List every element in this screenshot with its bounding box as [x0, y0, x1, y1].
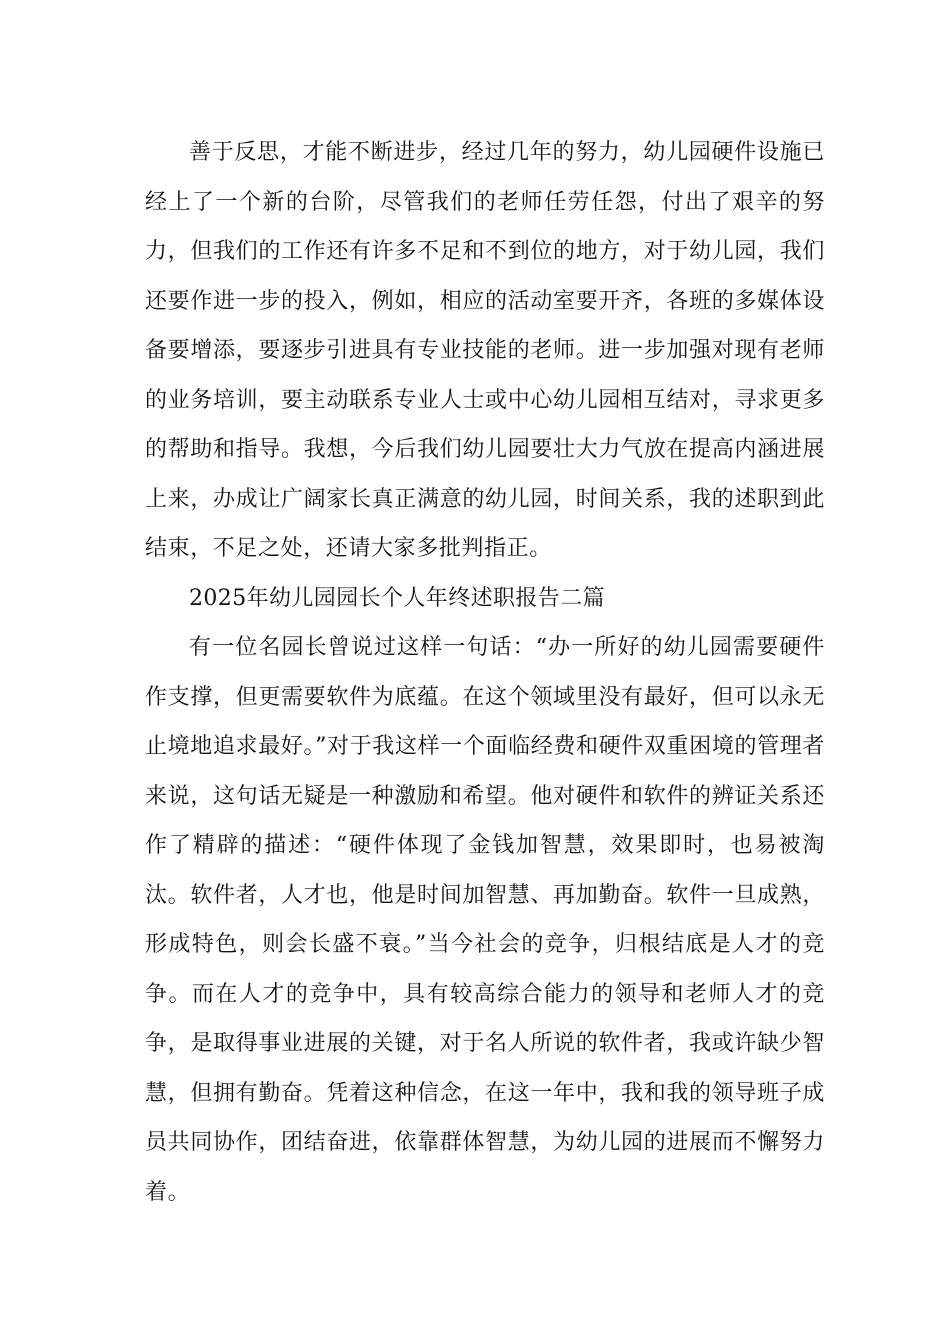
section-title: 2025年幼儿园园长个人年终述职报告二篇	[189, 585, 605, 611]
document-body	[145, 128, 825, 1217]
paragraph-1: 善于反思，才能不断进步，经过几年的努力，幼儿园硬件设施已经上了一个新的台阶，尽管我们的老师任劳任怨，付出了艰辛的努力，但我们的工作还有许多不足和不到位的地方，对于幼儿园，我们还要作进一步的投入，例如，相应的活动室要开齐，各班的多媒体设备要增添，要逐步引进具有专业技能的老师。进一步加强对现有老师的业务培训，要主动联系专业人士或中心幼儿园相互结对，寻求更多的帮助和指导。我想，今后我们幼儿园要壮大力气放在提高内涵进展上来，办成让广阔家长真正满意的幼儿园，时间关系，我的述职到此结束，不足之处，还请大家多批判指正。	[145, 140, 825, 561]
paragraph-2: 有一位名园长曾说过这样一句话：“办一所好的幼儿园需要硬件作支撑，但更需要软件为底蕴。在这个领域里没有最好，但可以永无止境地追求最好。”对于我这样一个面临经费和硬件双重困境的管理者来说，这句话无疑是一种激励和希望。他对硬件和软件的辨证关系还作了精辟的描述：“硬件体现了金钱加智慧，效果即时，也易被淘汰。软件者，人才也，他是时间加智慧、再加勤奋。软件一旦成熟，形成特色，则会长盛不衰。”当今社会的竞争，归根结底是人才的竞争。而在人才的竞争中，具有较高综合能力的领导和老师人才的竞争，是取得事业进展的关键，对于名人所说的软件者，我或许缺少智慧，但拥有勤奋。凭着这种信念，在这一年中，我和我的领导班子成员共同协作，团结奋进，依靠群体智慧，为幼儿园的进展而不懈努力着。	[145, 635, 825, 1205]
